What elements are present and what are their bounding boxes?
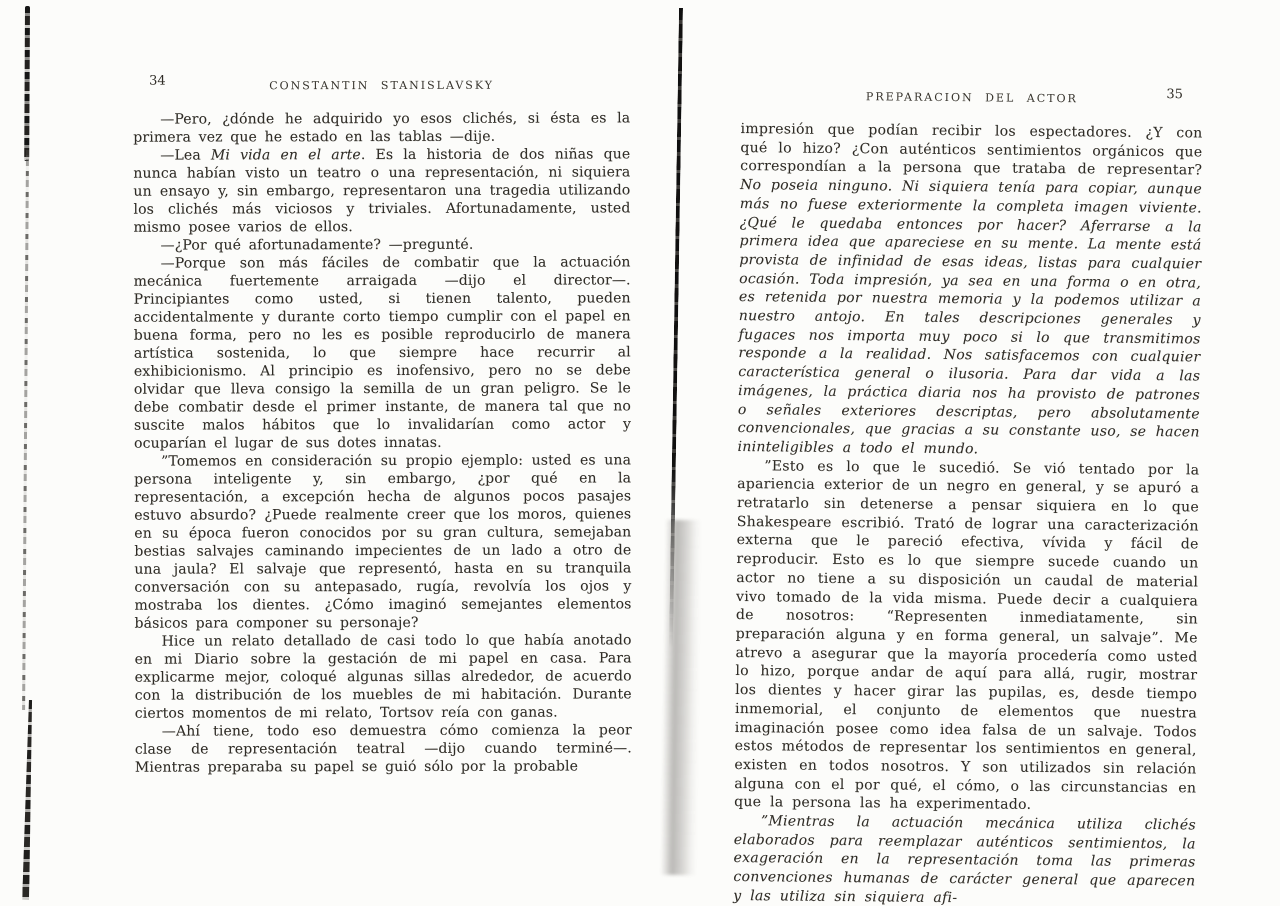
paragraph [133, 109, 630, 146]
left-page [133, 73, 632, 776]
paragraph [134, 253, 632, 452]
left-page-number: 34 [149, 74, 166, 89]
paragraph [733, 812, 1196, 910]
paragraph [133, 145, 630, 236]
text-run: —¿Por qué afortunadamente? —pregunté. [161, 237, 474, 254]
text-run: No poseia ninguno. Ni siquiera tenía para copiar, aunque más no fuese exteriormente la completa imagen viviente. ¿Qué le quedaba entonces por hacer? Aferrarse a la primera idea que apareciese en su mente. La mente está provista de infinidad de esas ideas, listas para cualquier ocasión. Toda impresión, ya sea en una forma o en otra, es retenida por nuestra memoria y la podemos utilizar a nuestro antojo. En tales descripciones generales y fugaces nos importa muy poco si lo que transmitimos responde a la realidad. Nos satisfacemos con cualquier característica general o ilusoria. Para dar vida a las imágenes, la práctica diaria nos ha provisto de patrones o señales exteriores descriptas, pero absolutamente convencionales, que gracias a su constante uso, se hacen ininteligibles a todo el mundo. [737, 177, 1202, 457]
paragraph [134, 451, 631, 632]
left-page-edge-shadow-bottom [22, 700, 34, 900]
right-page [733, 84, 1203, 910]
paragraph [135, 631, 632, 722]
text-run: Mi vida en el arte [211, 147, 361, 163]
text-run: —Pero, ¿dónde he adquirido yo esos clichés, si ésta es la primera vez que he estado en las tablas —dije. [133, 110, 630, 145]
left-page-header [133, 73, 630, 89]
text-run: ”Esto es lo que le sucedió. Se vió tentado por la apariencia exterior de un negro en general, y se apuró a retratarlo sin detenerse a pensar siquiera en lo que Shakespeare escribió. Trató de lograr una caracterización externa que le pareció efectiva, vívida y fácil de reproducir. Esto es lo que siempre sucede cuando un actor no tiene a su disposición un caudal de material vivo tomado de la vida misma. Puede decir a cualquiera de nosotros: “Representen inmediatamente, sin preparación alguna y en forma general, un salvaje”. Me atrevo a asegurar que la mayoría procedería como usted lo hizo, porque andar de aquí para allá, rugir, mostrar los dientes y hacer girar las pupilas, es, desde tiempo inmemorial, el conjunto de elementos que nuestra imaginación posee como idea falsa de un salvaje. Todos estos métodos de representar los sentimientos en general, existen en todos nosotros. Y son utilizados sin relación alguna con el por qué, el cómo, o las circunstancias en que la persona las ha experimentado. [734, 458, 1199, 813]
text-run: —Ahí tiene, todo eso demuestra cómo comienza la peor clase de representación teatral —dijo cuando terminé—. Mientras preparaba su papel se guió sólo por la probable [135, 722, 632, 775]
text-run: Hice un relato detallado de casi todo lo que había anotado en mi Diario sobre la gestación de mi papel en casa. Para explicarme mejor, coloqué algunas sillas alrededor, de acuerdo con la distribución de los muebles de mi habitación. Durante ciertos momentos de mi relato, Tortsov reía con ganas. [135, 632, 632, 721]
paragraph [737, 120, 1202, 461]
right-page-text [733, 120, 1203, 910]
right-page-number: 35 [1166, 87, 1183, 102]
text-run: impresión que podían recibir los espectadores. ¿Y con qué lo hizo? ¿Con auténticos sentimientos orgánicos que correspondían a la persona que trataba de representar? [740, 121, 1202, 179]
text-run: —Lea [160, 147, 211, 163]
left-page-text [133, 109, 632, 776]
center-gutter-shadow [661, 520, 702, 875]
text-run: ”Tomemos en consideración su propio ejemplo: usted es una persona inteligente y, sin embargo, ¿por qué en la representación, a excepción hecha de algunos pocos pasajes estuvo absurdo? ¿Puede realmente creer que los moros, quienes en su época fueron conocidos por su gran cultura, semejaban bestias salvajes caminando impecientes de un lado a otro de una jaula? El salvaje que representó, hasta en su tranquila conversación con su antepasado, rugía, revolvía los ojos y mostraba los dientes. ¿Cómo imaginó semejantes elementos básicos para componer su personaje? [134, 452, 631, 631]
right-running-header: PREPARACION DEL ACTOR [866, 90, 1078, 105]
text-run: . Es la historia de dos niñas que nunca habían visto un teatro o una representación, ni siquiera un ensayo y, sin embargo, representaron una tragedia utilizando los clichés más viciosos y triviales. Afortunadamente, usted mismo posee varios de ellos. [133, 146, 630, 235]
left-running-header: CONSTANTIN STANISLAVSKY [269, 79, 494, 93]
paragraph [135, 721, 632, 776]
left-page-edge-shadow-middle [22, 150, 29, 710]
text-run: ”Mientras la actuación mecánica utiliza clichés elaborados para reemplazar auténticos sentimientos, la exageración en la representación toma las primeras convenciones humanas de carácter general que aparecen y las utiliza sin siquiera afi- [733, 813, 1196, 906]
text-run: —Porque son más fáciles de combatir que la actuación mecánica fuertemente arraigada —dijo el director—. Principiantes como usted, si tienen talento, pueden accidentalmente y durante corto tiempo cumplir con el papel en buena forma, pero no les es posible reproducirlo de manera artística sostenida, lo que siempre hace recurrir al exhibicionismo. Al principio es inofensivo, pero no se debe olvidar que lleva consigo la semilla de un gran peligro. Se le debe combatir desde el primer instante, de manera tal que no suscite malos hábitos que lo invalidarían como actor y ocuparían el lugar de sus dotes innatas. [134, 254, 631, 451]
left-page-edge-shadow-top [24, 6, 30, 161]
paragraph [134, 235, 631, 254]
paragraph [734, 457, 1199, 817]
right-page-header [741, 84, 1203, 103]
